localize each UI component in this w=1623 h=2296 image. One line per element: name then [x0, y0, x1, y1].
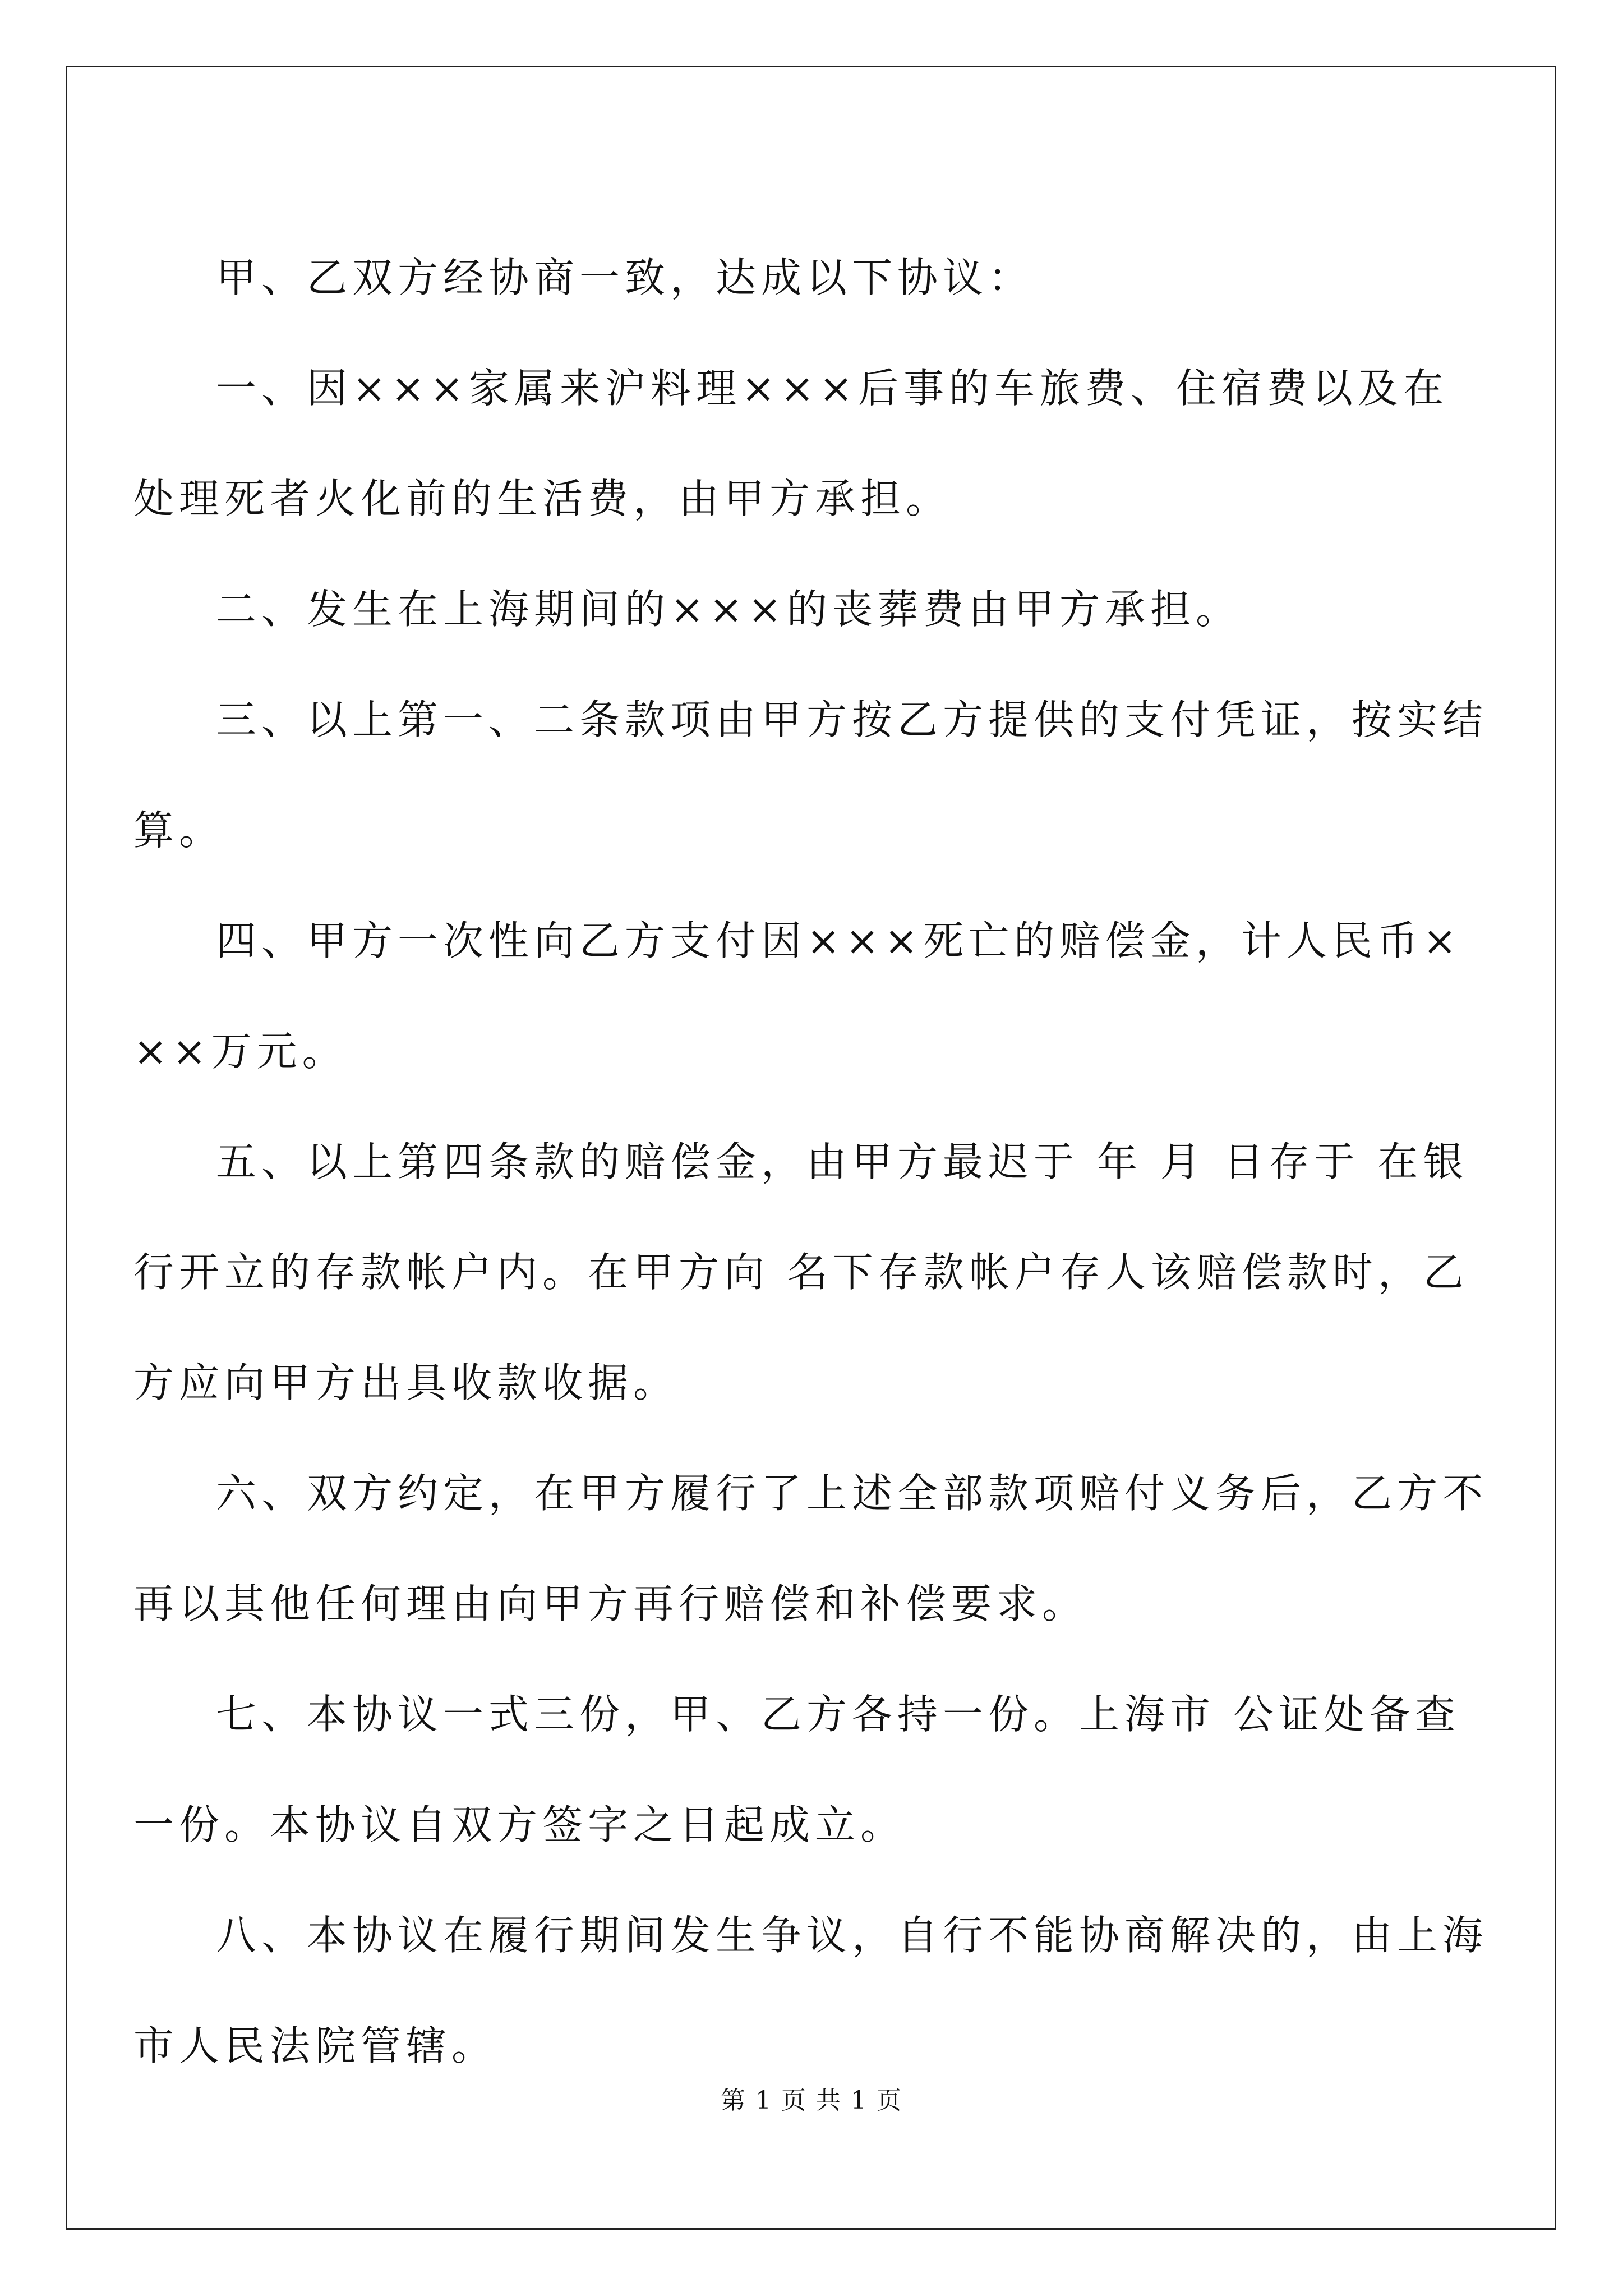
document-body — [133, 223, 1491, 2101]
clause-6: 六、双方约定，在甲方履行了上述全部款项赔付义务后，乙方不再以其他任何理由向甲方再行赔偿和补偿要求。 — [133, 1470, 1488, 1627]
page-number-footer: 第 1 页 共 1 页 — [721, 2086, 902, 2115]
clause-5: 五、以上第四条款的赔偿金，由甲方最迟于 年 月 日存于 在银行开立的存款帐户内。在甲方向 名下存款帐户存人该赔偿款时，乙方应向甲方出具收款收据。 — [133, 1138, 1469, 1406]
clause-2: 二、发生在上海期间的×××的丧葬费由甲方承担。 — [216, 586, 1241, 633]
clause-4: 四、甲方一次性向乙方支付因×××死亡的赔偿金，计人民币×××万元。 — [133, 917, 1462, 1075]
agreement-intro: 甲、乙双方经协商一致，达成以下协议： — [216, 254, 1034, 301]
clause-8: 八、本协议在履行期间发生争议，自行不能协商解决的，由上海市人民法院管辖。 — [133, 1912, 1488, 2069]
clause-3: 三、以上第一、二条款项由甲方按乙方提供的支付凭证，按实结算。 — [133, 696, 1488, 854]
clause-1: 一、因×××家属来沪料理×××后事的车旅费、住宿费以及在处理死者火化前的生活费，由甲方承担。 — [133, 365, 1449, 522]
clause-7: 七、本协议一式三份，甲、乙方各持一份。上海市 公证处备查一份。本协议自双方签字之日起成立。 — [133, 1691, 1460, 1848]
